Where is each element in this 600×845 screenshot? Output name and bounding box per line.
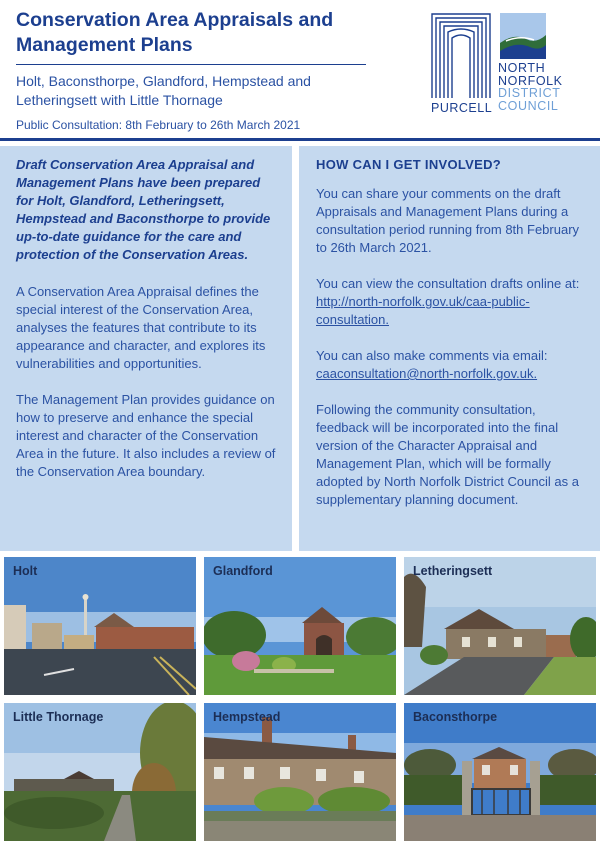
consultation-link[interactable]: http://north-norfolk.gov.uk/caa-public-consultation.: [316, 294, 530, 327]
photo-label: Glandford: [213, 564, 273, 578]
photo-label: Letheringsett: [413, 564, 493, 578]
photo-baconsthorpe: [404, 703, 596, 841]
consultation-dates: Public Consultation: 8th February to 26th March 2021: [16, 118, 301, 132]
photo-label: Holt: [13, 564, 38, 578]
header-divider: [0, 138, 600, 141]
photo-label: Little Thornage: [13, 710, 104, 724]
online-paragraph: You can view the consultation drafts online at: http://north-norfolk.gov.uk/caa-public-consultation.: [316, 276, 580, 327]
photo-holt: [4, 557, 196, 695]
purcell-wordmark: PURCELL: [431, 101, 493, 115]
photo-hempstead: [204, 703, 396, 841]
intro-panel: [0, 146, 292, 551]
photo-letheringsett: [404, 557, 596, 695]
involvement-heading: HOW CAN I GET INVOLVED?: [316, 157, 502, 172]
email-paragraph: You can also make comments via email: caaconsultation@north-norfolk.gov.uk.: [316, 348, 548, 381]
management-plan-paragraph: The Management Plan provides guidance on how to preserve and enhance the special interest and character of the Conservation Area in the future. It also includes a review of the Conservation Area boundary.: [16, 392, 276, 479]
intro-lead: Draft Conservation Area Appraisal and Management Plans have been prepared for Holt, Glandford, Letheringsett, Hempstead and Baconsthorpe to provide up-to-date guidance for the care and protection of the Conservation Areas.: [16, 157, 271, 262]
page-title: Conservation Area Appraisals and Management Plans: [16, 9, 334, 56]
appraisal-paragraph: A Conservation Area Appraisal defines the special interest of the Conservation Area, analyses the features that contribute to its appearance and character, and explores its vulnerabilities and opportunities.: [16, 284, 266, 371]
feedback-paragraph: Following the community consultation, feedback will be incorporated into the final version of the Character Appraisal and Management Plan, which will be formally adopted by North Norfolk District Council as a supplementary planning document.: [316, 402, 580, 507]
comments-paragraph: You can share your comments on the draft Appraisals and Management Plans during a consultation period running from 8th February to 26th March 2021.: [316, 186, 580, 255]
council-logo-icon: [500, 13, 546, 59]
email-link[interactable]: caaconsultation@north-norfolk.gov.uk.: [316, 366, 538, 381]
photo-label: Baconsthorpe: [413, 710, 498, 724]
photo-glandford: [204, 557, 396, 695]
photo-label: Hempstead: [213, 710, 281, 724]
title-divider: [16, 64, 366, 65]
council-wordmark: NORTH NORFOLK DISTRICT COUNCIL: [498, 61, 563, 113]
header: [0, 0, 600, 140]
page-subtitle: Holt, Baconsthorpe, Glandford, Hempstead and Letheringsett with Little Thornage: [16, 73, 311, 108]
involvement-panel: [299, 146, 600, 551]
photo-little-thornage: [4, 703, 196, 841]
